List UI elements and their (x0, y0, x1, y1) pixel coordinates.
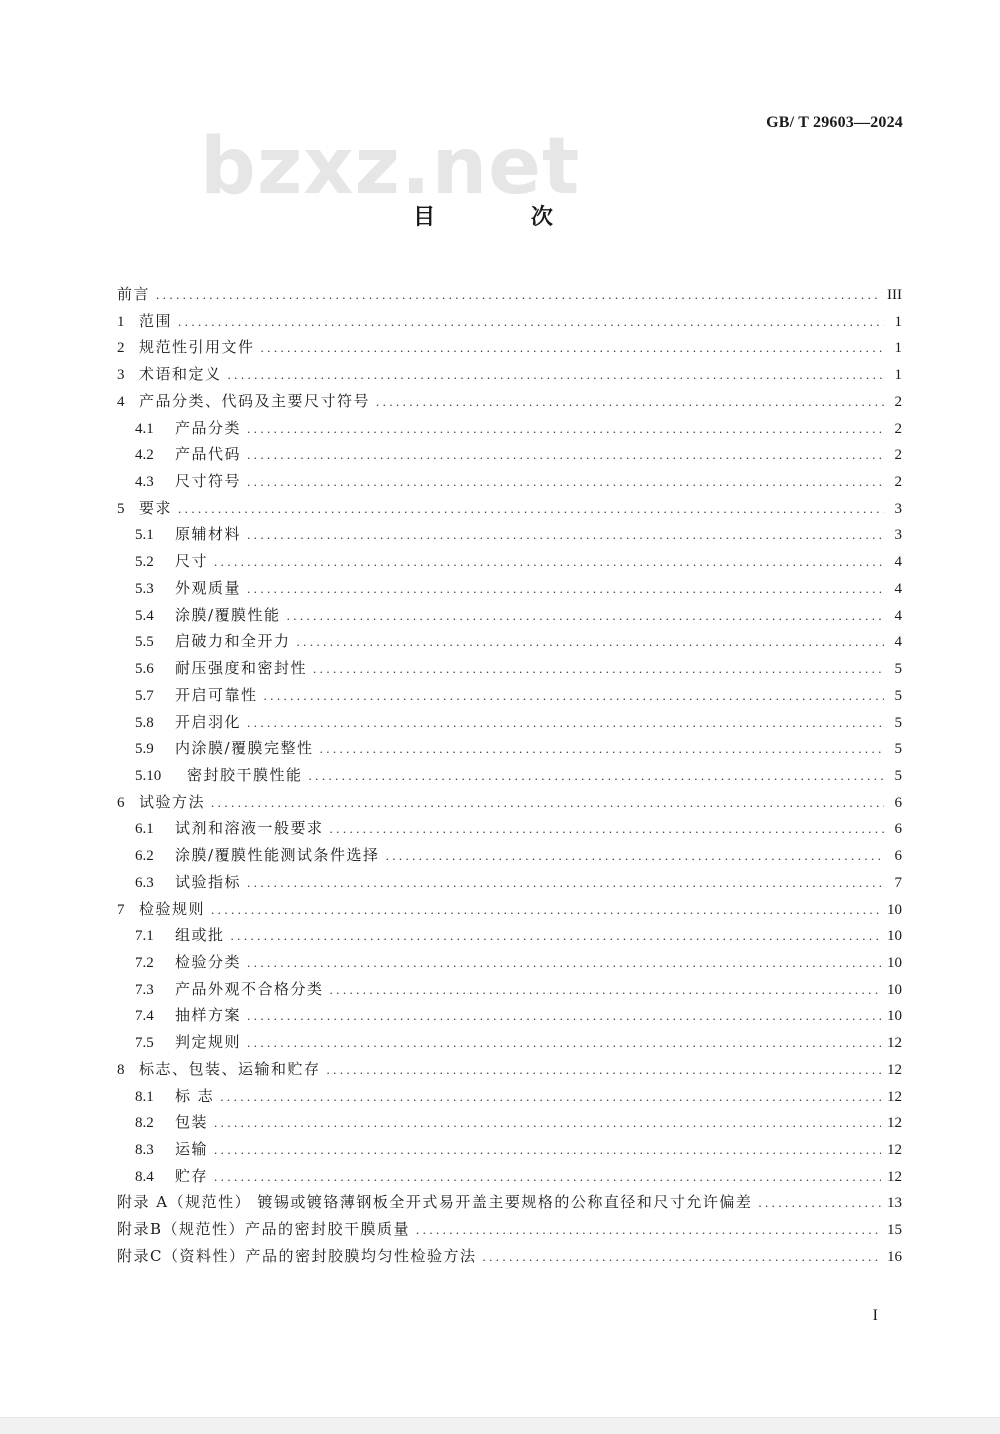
toc-entry[interactable] (117, 869, 902, 896)
toc-entry-number: 4.1 (135, 420, 154, 437)
toc-entry-number: 5.1 (135, 527, 154, 544)
toc-entry-label: 标 志 (175, 1086, 215, 1105)
toc-entry-page: 1 (894, 313, 902, 330)
toc-entry-page: 12 (887, 1088, 902, 1105)
toc-entry-number: 8.1 (135, 1088, 154, 1105)
toc-entry[interactable] (117, 602, 902, 629)
toc-entry-page: 10 (887, 901, 902, 918)
toc-leader-dots (386, 843, 884, 870)
toc-entry-page: 3 (894, 500, 902, 517)
toc-leader-dots (482, 1244, 881, 1271)
toc-entry-page: 1 (894, 340, 902, 357)
toc-entry-label: 要求 (139, 498, 173, 517)
toc-entry-label: 试验指标 (175, 872, 242, 891)
toc-entry-number: 1 (117, 313, 125, 330)
toc-entry-page: 10 (887, 954, 902, 971)
toc-leader-dots (156, 282, 881, 309)
toc-entry-page: 16 (887, 1248, 902, 1265)
toc-entry-page: 4 (894, 607, 902, 624)
toc-entry[interactable] (117, 709, 902, 736)
toc-leader-dots (214, 1137, 881, 1164)
toc-entry-page: 10 (887, 981, 902, 998)
toc-entry[interactable] (117, 735, 902, 762)
toc-entry-label: 附录 A（规范性） 镀锡或镀铬薄钢板全开式易开盖主要规格的公称直径和尺寸允许偏差 (117, 1193, 753, 1212)
toc-entry-number: 5.8 (135, 714, 154, 731)
toc-entry-label: 启破力和全开力 (175, 632, 291, 651)
toc-entry-label: 贮存 (175, 1166, 209, 1185)
toc-entry[interactable] (117, 896, 902, 923)
toc-leader-dots (261, 335, 884, 362)
toc-entry-number: 7.2 (135, 954, 154, 971)
toc-entry[interactable] (117, 815, 902, 842)
toc-entry-number: 3 (117, 367, 125, 384)
toc-entry-label: 密封胶干膜性能 (187, 765, 303, 784)
toc-entry-label: 附录C（资料性）产品的密封胶膜均匀性检验方法 (117, 1246, 477, 1265)
toc-entry-page: 4 (894, 634, 902, 651)
toc-leader-dots (178, 309, 884, 336)
toc-entry[interactable] (117, 842, 902, 869)
toc-entry-page: 2 (894, 420, 902, 437)
toc-entry-number: 7.3 (135, 981, 154, 998)
toc-entry-number: 8 (117, 1061, 125, 1078)
toc-entry-label: 附录B（规范性）产品的密封胶干膜质量 (117, 1220, 411, 1239)
toc-entry-page: 10 (887, 1008, 902, 1025)
toc-entry-page: 12 (887, 1115, 902, 1132)
toc-entry-number: 5.3 (135, 580, 154, 597)
toc-entry-label: 产品代码 (175, 445, 242, 464)
toc-entry-number: 4 (117, 393, 125, 410)
toc-entry-label: 尺寸 (175, 552, 209, 571)
toc-entry[interactable] (117, 976, 902, 1003)
toc-entry-number: 5 (117, 500, 125, 517)
toc-entry-number: 7 (117, 901, 125, 918)
toc-entry-number: 5.10 (135, 767, 162, 784)
toc-entry-label: 原辅材料 (175, 525, 242, 544)
toc-entry-label: 抽样方案 (175, 1006, 242, 1025)
toc-entry-page: 7 (894, 874, 902, 891)
toc-leader-dots (297, 629, 884, 656)
toc-entry-number: 6 (117, 794, 125, 811)
toc-entry-page: 13 (887, 1195, 902, 1212)
toc-entry[interactable] (117, 361, 902, 388)
toc-entry-label: 试剂和溶液一般要求 (175, 819, 324, 838)
toc-leader-dots (327, 1057, 881, 1084)
standard-number: GB/ T 29603—2024 (766, 114, 903, 131)
toc-entry-label: 标志、包装、运输和贮存 (139, 1059, 321, 1078)
toc-entry-page: 5 (894, 661, 902, 678)
toc-entry-page: 6 (894, 848, 902, 865)
toc-entry-page: 6 (894, 794, 902, 811)
toc-entry[interactable] (117, 949, 902, 976)
toc-leader-dots (264, 683, 884, 710)
toc-entry-page: 4 (894, 554, 902, 571)
toc-entry-number: 4.3 (135, 474, 154, 491)
toc-leader-dots (330, 816, 884, 843)
toc-entry[interactable] (117, 1109, 902, 1136)
toc-leader-dots (330, 977, 881, 1004)
toc-entry[interactable] (117, 575, 902, 602)
toc-entry[interactable] (117, 1056, 902, 1083)
toc-entry[interactable] (117, 1163, 902, 1190)
toc-entry-number: 5.4 (135, 607, 154, 624)
toc-entry[interactable] (117, 628, 902, 655)
toc-entry[interactable] (117, 388, 902, 415)
toc-leader-dots (231, 923, 881, 950)
toc-entry-page: 4 (894, 580, 902, 597)
toc-leader-dots (247, 522, 884, 549)
toc-leader-dots (309, 763, 884, 790)
toc-entry[interactable] (117, 1216, 902, 1243)
toc-leader-dots (376, 389, 884, 416)
toc-entry-page: 15 (887, 1222, 902, 1239)
toc-entry-label: 试验方法 (139, 792, 206, 811)
toc-entry[interactable] (117, 468, 902, 495)
toc-entry-number: 4.2 (135, 447, 154, 464)
toc-entry[interactable] (117, 415, 902, 442)
toc-entry-page: 5 (894, 767, 902, 784)
toc-entry-label: 组或批 (175, 926, 225, 945)
toc-entry-label: 内涂膜/覆膜完整性 (175, 739, 314, 758)
toc-entry[interactable] (117, 655, 902, 682)
toc-entry-page: 3 (894, 527, 902, 544)
toc-entry-page: 10 (887, 928, 902, 945)
toc-entry[interactable] (117, 1083, 902, 1110)
toc-entry-label: 涂膜/覆膜性能测试条件选择 (175, 846, 380, 865)
toc-entry[interactable] (117, 1029, 902, 1056)
toc-entry-page: 2 (894, 474, 902, 491)
toc-entry[interactable] (117, 1136, 902, 1163)
toc-entry[interactable] (117, 521, 902, 548)
toc-entry-number: 5.7 (135, 687, 154, 704)
toc-entry-label: 包装 (175, 1113, 209, 1132)
toc-leader-dots (758, 1190, 881, 1217)
toc-entry[interactable] (117, 548, 902, 575)
toc-entry-number: 6.2 (135, 848, 154, 865)
toc-entry[interactable] (117, 334, 902, 361)
toc-entry-label: 开启可靠性 (175, 685, 258, 704)
toc-entry-page: 12 (887, 1035, 902, 1052)
toc-entry-page: 5 (894, 714, 902, 731)
toc-entry-number: 2 (117, 340, 125, 357)
toc-leader-dots (247, 1030, 881, 1057)
toc-leader-dots (313, 656, 884, 683)
toc-entry[interactable] (117, 922, 902, 949)
toc-leader-dots (247, 1003, 881, 1030)
toc-entry-page: 12 (887, 1142, 902, 1158)
table-of-contents (117, 281, 902, 1270)
toc-entry[interactable] (117, 308, 902, 335)
toc-entry-page: 5 (894, 687, 902, 704)
watermark-logo: bzxz.net (200, 122, 581, 212)
toc-entry-page: 12 (887, 1061, 902, 1078)
toc-entry-label: 产品分类 (175, 418, 242, 437)
toc-entry-number: 7.1 (135, 928, 154, 945)
toc-entry-page: 12 (887, 1168, 902, 1185)
toc-leader-dots (178, 496, 884, 523)
toc-leader-dots (247, 870, 884, 897)
toc-leader-dots (247, 576, 884, 603)
toc-entry-label: 开启羽化 (175, 712, 242, 731)
toc-entry-label: 涂膜/覆膜性能 (175, 605, 281, 624)
toc-entry-label: 规范性引用文件 (139, 338, 255, 357)
toc-leader-dots (247, 469, 884, 496)
toc-entry-label: 检验分类 (175, 952, 242, 971)
toc-entry-page: 5 (894, 741, 902, 758)
toc-entry-page: 2 (894, 393, 902, 410)
toc-entry-label: 外观质量 (175, 578, 242, 597)
toc-leader-dots (320, 736, 884, 763)
toc-entry[interactable] (117, 495, 902, 522)
toc-entry-label: 产品外观不合格分类 (175, 979, 324, 998)
toc-entry-number: 8.4 (135, 1168, 154, 1185)
toc-entry-label: 耐压强度和密封性 (175, 659, 308, 678)
toc-entry-page: 6 (894, 821, 902, 838)
toc-leader-dots (247, 416, 884, 443)
toc-entry-number: 7.5 (135, 1035, 154, 1052)
toc-entry-label: 检验规则 (139, 899, 206, 918)
toc-leader-dots (247, 950, 881, 977)
toc-leader-dots (416, 1217, 881, 1244)
toc-entry-label: 前言 (117, 285, 151, 303)
toc-leader-dots (211, 790, 884, 817)
toc-entry[interactable] (117, 682, 902, 709)
toc-leader-dots (214, 1164, 881, 1191)
toc-entry-label: 产品分类、代码及主要尺寸符号 (139, 391, 371, 410)
toc-leader-dots (228, 362, 884, 389)
toc-entry[interactable] (117, 1002, 902, 1029)
toc-entry-page: III (887, 287, 902, 303)
toc-leader-dots (214, 1110, 881, 1137)
toc-entry-label: 术语和定义 (139, 365, 222, 384)
toc-entry-page: 2 (894, 447, 902, 464)
toc-entry-number: 8.3 (135, 1142, 154, 1158)
toc-entry[interactable] (117, 441, 902, 468)
toc-leader-dots (220, 1084, 881, 1111)
toc-leader-dots (287, 603, 884, 630)
toc-entry[interactable] (117, 762, 902, 789)
toc-entry-number: 7.4 (135, 1008, 154, 1025)
toc-entry-number: 5.9 (135, 741, 154, 758)
toc-entry-number: 6.1 (135, 821, 154, 838)
toc-leader-dots (211, 897, 881, 924)
toc-entry-number: 5.6 (135, 661, 154, 678)
toc-entry[interactable] (117, 1243, 902, 1270)
toc-entry[interactable] (117, 789, 902, 816)
toc-entry-label: 尺寸符号 (175, 472, 242, 491)
toc-entry-number: 5.5 (135, 634, 154, 651)
toc-entry-label: 判定规则 (175, 1033, 242, 1052)
toc-entry-page: 1 (894, 367, 902, 384)
toc-leader-dots (247, 710, 884, 737)
toc-entry[interactable] (117, 1189, 902, 1216)
toc-entry[interactable] (117, 281, 902, 308)
viewer-bottom-bar (0, 1417, 1000, 1434)
toc-entry-number: 8.2 (135, 1115, 154, 1132)
page-number: I (872, 1307, 878, 1324)
toc-entry-label: 运输 (175, 1140, 209, 1158)
toc-entry-number: 6.3 (135, 874, 154, 891)
toc-leader-dots (247, 442, 884, 469)
toc-entry-label: 范围 (139, 311, 173, 330)
toc-leader-dots (214, 549, 884, 576)
toc-title: 目 次 (413, 205, 597, 230)
toc-entry-number: 5.2 (135, 554, 154, 571)
